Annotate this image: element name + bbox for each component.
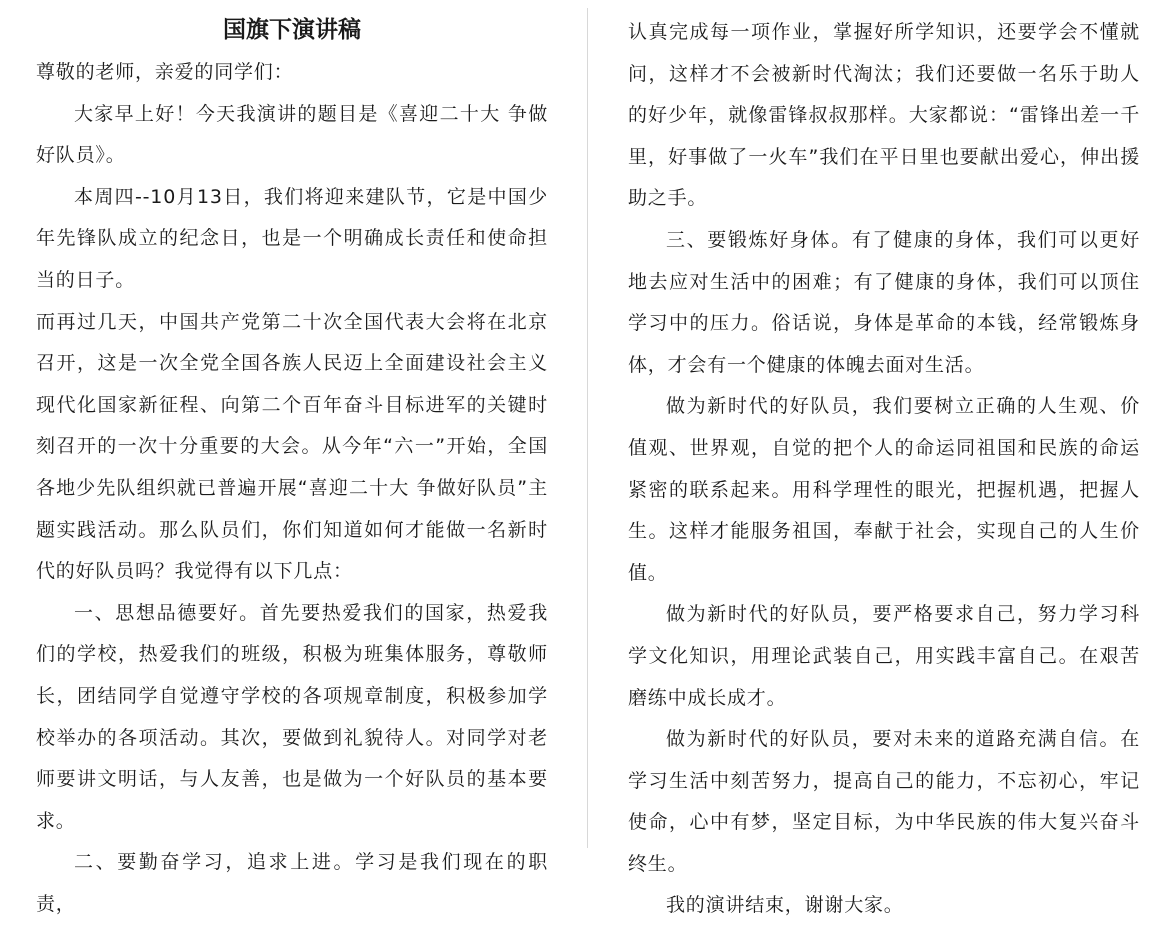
paragraph: 三、要锻炼好身体。有了健康的身体，我们可以更好地去应对生活中的困难；有了健康的身体，我们可以顶住学习中的压力。俗话说，身体是革命的本钱，经常锻炼身体，才会有一个健康的体魄去面对生活。 bbox=[628, 228, 1140, 376]
paragraph: 本周四--10月13日，我们将迎来建队节，它是中国少年先锋队成立的纪念日，也是一个明确成长责任和使命担当的日子。 bbox=[36, 185, 548, 291]
paragraph: 尊敬的老师，亲爱的同学们： bbox=[36, 61, 294, 83]
paragraph: 二、要勤奋学习，追求上进。学习是我们现在的职责， bbox=[36, 851, 548, 915]
document-title: 国旗下演讲稿 bbox=[223, 16, 361, 43]
paragraph: 大家早上好！今天我演讲的题目是《喜迎二十大 争做好队员》。 bbox=[36, 102, 548, 167]
column-divider bbox=[587, 8, 588, 848]
paragraph: 做为新时代的好队员，要严格要求自己，努力学习科学文化知识，用理论武装自己，用实践丰富自己。在艰苦磨练中成长成才。 bbox=[628, 603, 1140, 709]
paragraph: 做为新时代的好队员，我们要树立正确的人生观、价值观、世界观，自觉的把个人的命运同祖国和民族的命运紧密的联系起来。用科学理性的眼光，把握机遇，把握人生。这样才能服务祖国，奉献于社会，实现自己的人生价值。 bbox=[628, 395, 1140, 584]
paragraph: 我的演讲结束，谢谢大家。 bbox=[666, 894, 904, 917]
paragraph: 一、思想品德要好。首先要热爱我们的国家，热爱我们的学校，热爱我们的班级，积极为班集体服务，尊敬师长，团结同学自觉遵守学校的各项规章制度，积极参加学校举办的各项活动。其次，要做到礼貌待人。对同学对老师要讲文明话，与人友善，也是做为一个好队员的基本要求。 bbox=[36, 601, 548, 832]
paragraph: 认真完成每一项作业，掌握好所学知识，还要学会不懂就问，这样才不会被新时代淘汰；我们还要做一名乐于助人的好少年，就像雷锋叔叔那样。大家都说：“雷锋出差一千里，好事做了一火车”我们在平日里也要献出爱心，伸出援助之手。 bbox=[628, 21, 1140, 210]
paragraph: 而再过几天，中国共产党第二十次全国代表大会将在北京召开，这是一次全党全国各族人民迈上全面建设社会主义现代化国家新征程、向第二个百年奋斗目标进军的关键时刻召开的一次十分重要的大会。从今年“六一”开始，全国各地少先队组织就已普遍开展“喜迎二十大 争做好队员”主题实践活动。那么队员们，你们知道如何才能做一名新时代的好队员吗？我觉得有以下几点： bbox=[36, 310, 548, 583]
left-column bbox=[36, 8, 548, 925]
right-column bbox=[628, 12, 1140, 927]
paragraph: 做为新时代的好队员，要对未来的道路充满自信。在学习生活中刻苦努力，提高自己的能力，不忘初心，牢记使命，心中有梦，坚定目标，为中华民族的伟大复兴奋斗终生。 bbox=[628, 728, 1140, 875]
